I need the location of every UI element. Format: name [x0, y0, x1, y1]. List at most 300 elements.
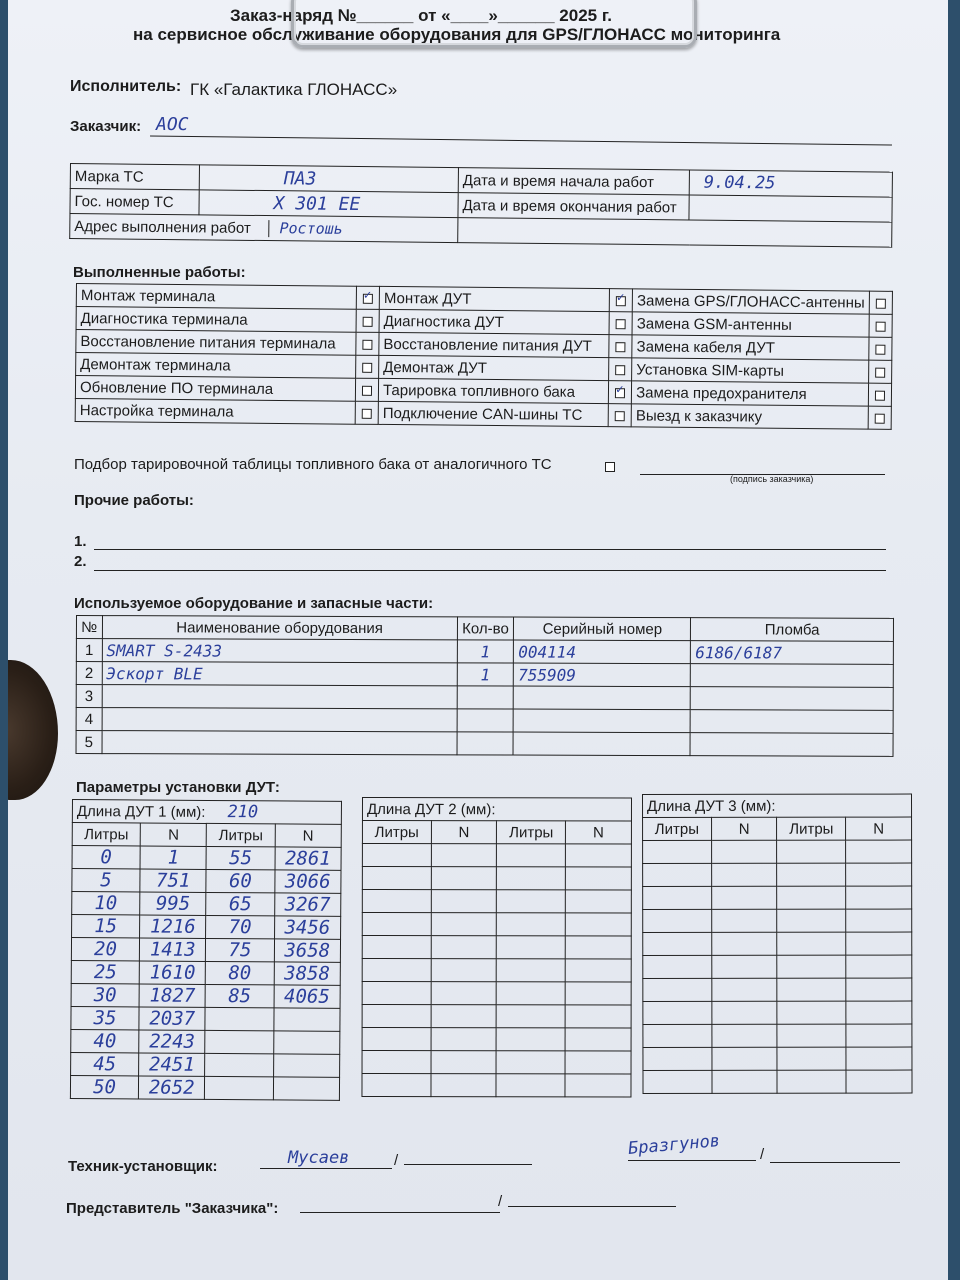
dut-cell	[362, 1005, 431, 1028]
technician-slash: /	[394, 1152, 399, 1169]
dut-row	[70, 1075, 339, 1100]
dut-cell	[711, 955, 777, 978]
end-label: Дата и время окончания работ	[458, 193, 689, 220]
dut-cell: 85	[206, 984, 274, 1007]
second-sign-line	[628, 1160, 756, 1161]
dut-row	[643, 909, 912, 932]
dut-row	[362, 1005, 631, 1028]
dut-cell: 35	[71, 1006, 139, 1029]
dut-cell	[643, 863, 712, 886]
dut-cell	[362, 936, 431, 959]
plate-label: Гос. номер ТС	[70, 189, 199, 215]
dut-cell	[846, 955, 912, 978]
dut-cell: 3066	[274, 870, 341, 893]
work-checkbox[interactable]	[362, 339, 372, 349]
dut-column-header: Литры	[497, 821, 566, 844]
equipment-cell	[513, 709, 690, 733]
dut-cell	[846, 863, 912, 886]
dut-row	[643, 1001, 912, 1024]
dut-length-label: Длина ДУТ 3 (мм):	[647, 797, 776, 815]
dut-cell: 15	[72, 915, 140, 938]
equipment-column-header: Кол-во	[457, 617, 514, 640]
equipment-row-number: 3	[76, 685, 102, 708]
equipment-column-header: №	[76, 616, 102, 639]
equipment-column-header: Наименование оборудования	[102, 616, 457, 640]
dut-length-title	[72, 800, 341, 825]
dut-cell	[273, 1077, 340, 1100]
work-label: Установка SIM-карты	[632, 358, 869, 383]
dut-cell	[431, 1074, 497, 1097]
dut-cell: 3658	[274, 939, 341, 962]
dut-cell	[643, 1001, 712, 1024]
dut-cell	[565, 867, 631, 890]
dut-cell	[777, 863, 846, 886]
work-label: Замена GSM-антенны	[632, 312, 869, 337]
dut-cell: 0	[72, 846, 140, 869]
dut-cell	[431, 1051, 497, 1074]
dut-cell: 40	[71, 1029, 139, 1052]
dut-cell	[497, 1005, 566, 1028]
work-label: Монтаж ДУТ	[379, 286, 610, 311]
equipment-row	[76, 708, 893, 734]
dut-cell: 2861	[275, 847, 342, 870]
dut-cell	[643, 840, 712, 863]
work-label: Выезд к заказчику	[631, 404, 868, 429]
dut-cell	[362, 867, 431, 890]
dut-cell	[777, 1024, 846, 1047]
dut-cell	[777, 932, 846, 955]
dut-cell	[497, 1028, 566, 1051]
work-label: Тарировка топливного бака	[378, 378, 609, 403]
dut-cell	[497, 936, 566, 959]
dut-column-header: Литры	[777, 817, 846, 840]
equipment-cell	[691, 710, 894, 734]
start-value-text: 9.04.25	[703, 172, 776, 194]
dut-row	[362, 959, 631, 982]
work-checkbox-cell	[869, 337, 892, 360]
work-checkbox[interactable]	[616, 296, 626, 306]
dut-cell: 65	[206, 892, 274, 915]
representative-label: Представитель "Заказчика":	[66, 1200, 279, 1217]
dut-cell: 1216	[140, 915, 207, 938]
dut-length-label: Длина ДУТ 2 (мм):	[366, 801, 496, 819]
equipment-cell: 6186/6187	[691, 641, 894, 665]
dut-cell	[711, 909, 777, 932]
dut-cell	[712, 1047, 778, 1070]
dut-row	[362, 1051, 631, 1074]
dut-cell	[711, 863, 777, 886]
work-checkbox-cell	[869, 360, 892, 383]
dut-cell	[643, 955, 712, 978]
dut-table-3	[642, 794, 913, 1094]
dut-row	[71, 960, 340, 985]
dut-row	[362, 890, 631, 913]
work-label: Диагностика терминала	[76, 307, 356, 333]
dut-header-row	[72, 823, 341, 848]
work-label: Демонтаж терминала	[76, 353, 356, 379]
dut-row	[362, 982, 631, 1005]
dut-column-header: N	[140, 823, 207, 846]
dut-cell: 30	[71, 983, 139, 1006]
dut-row	[71, 1029, 340, 1054]
dut-column-header: Литры	[643, 817, 712, 840]
work-label: Настройка терминала	[75, 398, 355, 424]
dut-cell	[205, 1076, 273, 1099]
dut-column-header: N	[566, 821, 632, 844]
dut-cell	[777, 1047, 846, 1070]
work-checkbox[interactable]	[363, 316, 373, 326]
dut-cell	[362, 913, 431, 936]
start-label: Дата и время начала работ	[458, 168, 689, 195]
equipment-cell	[457, 686, 514, 709]
dut-cell	[497, 982, 566, 1005]
brand-label: Марка ТС	[70, 164, 199, 190]
dut-row	[71, 938, 340, 963]
dut-cell: 4065	[274, 985, 341, 1008]
dut-cell: 45	[71, 1052, 139, 1075]
signature-caption: (подпись заказчика)	[730, 474, 814, 484]
representative-slash: /	[498, 1193, 503, 1210]
work-checkbox[interactable]	[876, 321, 886, 331]
dut-row	[643, 840, 912, 863]
dut-row	[643, 1070, 912, 1093]
equipment-header-row	[76, 616, 893, 642]
dut-cell: 50	[70, 1075, 138, 1098]
dut-cell	[362, 982, 431, 1005]
dut-cell: 1827	[139, 984, 206, 1007]
dut-cell: 2037	[139, 1007, 206, 1030]
fur-keychain	[8, 660, 58, 800]
dut-row	[71, 983, 340, 1008]
dut-cell	[565, 1028, 631, 1051]
dut-cell	[431, 913, 497, 936]
dut-cell	[497, 959, 566, 982]
dut-row	[362, 913, 631, 936]
dut-cell	[846, 1024, 912, 1047]
equipment-cell	[102, 685, 457, 709]
work-checkbox-cell	[868, 383, 891, 406]
work-checkbox-cell	[355, 401, 378, 424]
dut-cell	[362, 959, 431, 982]
equipment-cell	[457, 709, 514, 732]
dut-cell: 2451	[139, 1053, 206, 1076]
work-checkbox[interactable]	[615, 388, 625, 398]
dut-cell	[362, 1074, 431, 1097]
dut-cell	[712, 1070, 778, 1093]
dut-cell	[205, 1007, 273, 1030]
dut-heading: Параметры установки ДУТ:	[76, 779, 280, 796]
dut-cell	[643, 1070, 712, 1093]
other-work-1-num: 1.	[74, 533, 87, 550]
tank-selection-label: Подбор тарировочной таблицы топливного бака от аналогичного ТС	[74, 456, 552, 473]
dut-cell	[431, 936, 497, 959]
dut-cell	[565, 890, 631, 913]
dut-cell: 1	[140, 846, 207, 869]
dut-cell: 10	[72, 892, 140, 915]
work-checkbox-cell	[609, 358, 632, 381]
work-checkbox-cell	[356, 378, 379, 401]
dut-cell	[643, 909, 712, 932]
dut-length-label: Длина ДУТ 1 (мм):	[76, 803, 206, 821]
vehicle-table	[69, 163, 893, 248]
dut-cell	[362, 1051, 431, 1074]
equipment-cell: 755909	[514, 663, 691, 687]
dut-cell	[777, 978, 846, 1001]
dut-cell	[205, 1030, 273, 1053]
plate-value-text: Х 301 ЕЕ	[273, 192, 361, 215]
dut-row	[362, 1028, 631, 1051]
dut-cell	[431, 1028, 497, 1051]
dut-cell	[777, 886, 846, 909]
other-work-2-num: 2.	[74, 553, 87, 570]
work-checkbox[interactable]	[875, 390, 885, 400]
dut-cell	[777, 1070, 846, 1093]
equipment-row	[76, 639, 893, 665]
work-label: Восстановление питания ДУТ	[379, 332, 610, 357]
dut-cell	[711, 886, 777, 909]
other-work-2-line	[94, 570, 886, 571]
dut-cell: 20	[71, 938, 139, 961]
equipment-table	[76, 615, 894, 757]
work-checkbox[interactable]	[362, 385, 372, 395]
dut-cell	[711, 932, 777, 955]
order-title: Заказ-наряд №______ от «____»______ 2025 г.	[230, 6, 612, 25]
work-checkbox-cell	[610, 289, 633, 312]
dut-row	[643, 932, 912, 955]
dut-cell: 3456	[274, 916, 341, 939]
equipment-cell: 1	[457, 663, 514, 686]
dut-cell: 75	[206, 938, 274, 961]
work-checkbox-cell	[356, 332, 379, 355]
work-checkbox-cell	[609, 335, 632, 358]
dut-row	[643, 863, 912, 886]
tank-selection-checkbox[interactable]	[605, 462, 615, 472]
work-label: Монтаж терминала	[76, 284, 356, 310]
dut-row	[362, 936, 631, 959]
executor-label: Исполнитель:	[70, 78, 182, 95]
other-works-heading: Прочие работы:	[74, 492, 194, 509]
order-subtitle: на сервисное обслуживание оборудования для GPS/ГЛОНАСС мониторинга	[133, 25, 781, 44]
work-label: Обновление ПО терминала	[75, 376, 355, 402]
dut-cell: 995	[140, 892, 207, 915]
work-checkbox-cell	[356, 286, 379, 309]
dut-cell	[205, 1053, 273, 1076]
dut-cell	[362, 890, 431, 913]
representative-sign-line	[300, 1212, 500, 1213]
dut-cell	[497, 890, 566, 913]
dut-cell	[846, 1001, 912, 1024]
dut-header-row	[643, 817, 912, 840]
dut-cell	[846, 840, 912, 863]
start-value	[689, 170, 892, 197]
dut-cell: 751	[140, 869, 207, 892]
brand-value	[199, 165, 458, 193]
work-checkbox-cell	[869, 314, 892, 337]
dut-cell	[846, 978, 912, 1001]
equipment-row-number: 1	[76, 639, 102, 662]
dut-row	[643, 1024, 912, 1047]
equipment-row	[76, 685, 893, 711]
work-label: Замена предохранителя	[632, 381, 869, 406]
dut-row	[362, 1074, 631, 1097]
dut-row	[72, 869, 341, 894]
dut-cell	[497, 913, 566, 936]
dut-length-title	[643, 794, 912, 817]
dut-column-header: Литры	[72, 823, 140, 846]
work-checkbox-cell	[609, 404, 632, 427]
dut-header-row	[362, 821, 631, 844]
dut-cell	[643, 1047, 712, 1070]
dut-cell	[643, 1024, 712, 1047]
dut-cell	[496, 1074, 565, 1097]
work-checkbox-cell	[356, 355, 379, 378]
dut-column-header: Литры	[362, 821, 431, 844]
dut-cell: 1610	[139, 961, 206, 984]
work-checkbox[interactable]	[875, 367, 885, 377]
dut-column-header: N	[711, 817, 777, 840]
dut-cell: 2243	[139, 1030, 206, 1053]
dut-cell	[565, 936, 631, 959]
equipment-cell: 004114	[514, 640, 691, 664]
work-label: Диагностика ДУТ	[379, 309, 610, 334]
dut-cell	[565, 913, 631, 936]
work-checkbox-cell	[356, 309, 379, 332]
works-heading: Выполненные работы:	[73, 264, 246, 281]
dut-cell	[711, 978, 777, 1001]
work-order-sheet	[8, 0, 948, 1280]
work-checkbox[interactable]	[616, 342, 626, 352]
dut-column-header: N	[431, 821, 497, 844]
address-value: Ростошь	[279, 219, 343, 238]
dut-table-2	[361, 797, 632, 1097]
work-checkbox[interactable]	[615, 411, 625, 421]
dut-title-row	[72, 800, 341, 825]
dut-cell: 3267	[274, 893, 341, 916]
equipment-cell: Эскорт BLE	[102, 662, 457, 686]
work-checkbox[interactable]	[875, 344, 885, 354]
dut-cell	[362, 844, 431, 867]
equipment-row-number: 5	[76, 731, 102, 754]
dut-cell	[431, 959, 497, 982]
dut-row	[643, 1047, 912, 1070]
dut-cell	[711, 1001, 777, 1024]
dut-cell	[643, 978, 712, 1001]
address-label: Адрес выполнения работ	[70, 218, 269, 237]
dut-cell	[711, 840, 777, 863]
dut-column-header: Литры	[207, 823, 275, 846]
customer-line	[150, 135, 892, 145]
dut-cell	[362, 1028, 431, 1051]
work-checkbox-cell	[609, 381, 632, 404]
equipment-cell	[691, 664, 894, 688]
dut-cell: 80	[206, 961, 274, 984]
dut-cell: 3858	[274, 962, 341, 985]
dut-cell	[565, 1051, 631, 1074]
dut-cell: 60	[206, 869, 274, 892]
dut-cell	[846, 886, 912, 909]
equipment-cell	[102, 708, 457, 732]
dut-row	[643, 978, 912, 1001]
dut-cell	[497, 867, 566, 890]
dut-row	[362, 844, 631, 867]
work-checkbox[interactable]	[615, 365, 625, 375]
technician-name: Бразгунов	[627, 1131, 721, 1159]
second-slash: /	[760, 1146, 765, 1163]
equipment-cell	[690, 733, 893, 757]
equipment-row-number: 2	[76, 662, 102, 685]
executor-value: ГК «Галактика ГЛОНАСС»	[190, 80, 398, 99]
work-checkbox[interactable]	[876, 298, 886, 308]
dut-cell	[431, 844, 497, 867]
dut-cell	[431, 867, 497, 890]
dut-cell: 5	[72, 869, 140, 892]
dut-cell	[273, 1054, 340, 1077]
work-checkbox-cell	[609, 312, 632, 335]
dut-cell	[565, 844, 631, 867]
equipment-cell	[457, 732, 514, 755]
dut-row	[72, 915, 341, 940]
dut-length-title	[362, 798, 631, 821]
work-label: Замена GPS/ГЛОНАСС-антенны	[632, 289, 869, 314]
dut-row	[71, 1052, 340, 1077]
dut-length-value: 210	[227, 802, 259, 823]
work-checkbox[interactable]	[616, 319, 626, 329]
customer-label: Заказчик:	[70, 118, 142, 135]
dut-title-row	[362, 798, 631, 821]
equipment-cell: SMART S-2433	[102, 639, 457, 663]
dut-row	[71, 1006, 340, 1031]
dut-cell	[431, 982, 497, 1005]
dut-cell	[565, 959, 631, 982]
equipment-row-number: 4	[76, 708, 102, 731]
equipment-column-header: Пломба	[691, 618, 894, 642]
dut-row	[72, 846, 341, 871]
dut-row	[643, 955, 912, 978]
technician-signature: Мусаев	[288, 1148, 350, 1168]
address-empty	[458, 218, 892, 248]
brand-value-text: ПАЗ	[283, 167, 317, 190]
dut-cell: 25	[71, 960, 139, 983]
work-checkbox[interactable]	[875, 413, 885, 423]
work-label: Демонтаж ДУТ	[379, 355, 610, 380]
equipment-row	[76, 731, 893, 757]
equipment-cell	[513, 732, 690, 756]
clipboard-clip	[291, 0, 697, 48]
dut-cell	[565, 1005, 631, 1028]
representative-name-line	[508, 1206, 676, 1207]
equipment-cell	[691, 687, 894, 711]
equipment-cell	[102, 731, 457, 755]
dut-title-row	[643, 794, 912, 817]
work-checkbox[interactable]	[362, 362, 372, 372]
dut-cell: 2652	[139, 1076, 206, 1099]
dut-cell	[565, 1074, 631, 1097]
customer-value: АОС	[156, 114, 189, 135]
work-checkbox[interactable]	[363, 293, 373, 303]
work-label: Замена кабеля ДУТ	[632, 335, 869, 360]
dut-cell	[431, 1005, 497, 1028]
dut-table-1	[70, 799, 342, 1101]
work-label: Подключение CAN-шины ТС	[378, 401, 609, 426]
dut-cell	[777, 955, 846, 978]
dut-cell	[846, 1047, 912, 1070]
dut-cell: 55	[206, 846, 274, 869]
dut-row	[643, 886, 912, 909]
work-label: Восстановление питания терминала	[76, 330, 356, 356]
dut-row	[72, 892, 341, 917]
work-checkbox[interactable]	[362, 408, 372, 418]
dut-cell	[643, 932, 712, 955]
